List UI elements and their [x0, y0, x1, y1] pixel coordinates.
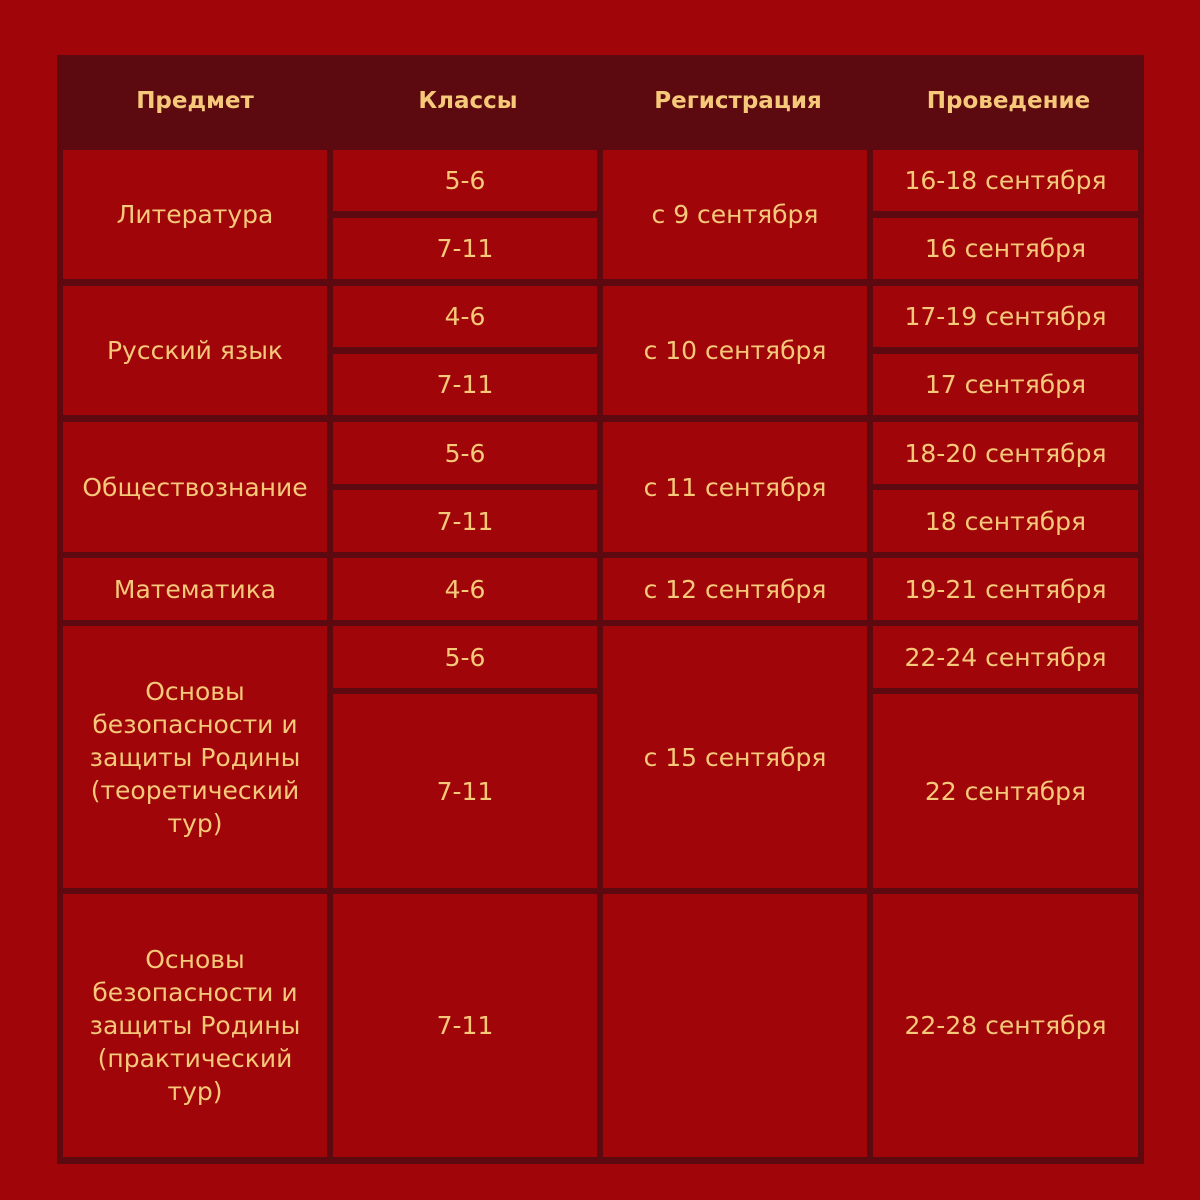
conduct-cell: 18-20 сентября: [873, 422, 1138, 484]
registration-cell-empty: [603, 894, 867, 1157]
grades-cell: 7-11: [333, 490, 597, 552]
grades-cell: 5-6: [333, 150, 597, 211]
subject-cell: Основы безопасности и защиты Родины (теоретический тур): [63, 626, 327, 888]
header-registration: Регистрация: [654, 88, 822, 114]
conduct-cell: 22-28 сентября: [873, 894, 1138, 1157]
grades-cell: 4-6: [333, 286, 597, 347]
header-subject: Предмет: [136, 88, 254, 114]
schedule-table: [57, 55, 1144, 1164]
conduct-cell: 16 сентября: [873, 218, 1138, 279]
subject-cell: Основы безопасности и защиты Родины (практический тур): [63, 894, 327, 1157]
grades-cell: 5-6: [333, 626, 597, 688]
conduct-cell: 18 сентября: [873, 490, 1138, 552]
subject-cell: Обществознание: [63, 422, 327, 552]
subject-cell: Русский язык: [63, 286, 327, 415]
subject-cell: Математика: [63, 558, 327, 620]
grades-cell: 7-11: [333, 894, 597, 1157]
grades-cell: 7-11: [333, 354, 597, 415]
conduct-cell: 17 сентября: [873, 354, 1138, 415]
registration-cell: с 9 сентября: [603, 150, 867, 279]
grades-cell: 7-11: [333, 694, 597, 888]
conduct-cell: 19-21 сентября: [873, 558, 1138, 620]
registration-cell: с 11 сентября: [603, 422, 867, 552]
header-conduct: Проведение: [926, 88, 1091, 114]
registration-cell: с 12 сентября: [603, 558, 867, 620]
grades-cell: 4-6: [333, 558, 597, 620]
registration-cell: с 10 сентября: [603, 286, 867, 415]
grades-cell: 5-6: [333, 422, 597, 484]
conduct-cell: 16-18 сентября: [873, 150, 1138, 211]
conduct-cell: 17-19 сентября: [873, 286, 1138, 347]
subject-cell: Литература: [63, 150, 327, 279]
conduct-cell: 22-24 сентября: [873, 626, 1138, 688]
header-grades: Классы: [418, 88, 518, 114]
grades-cell: 7-11: [333, 218, 597, 279]
conduct-cell: 22 сентября: [873, 694, 1138, 888]
registration-cell: с 15 сентября: [603, 626, 867, 888]
